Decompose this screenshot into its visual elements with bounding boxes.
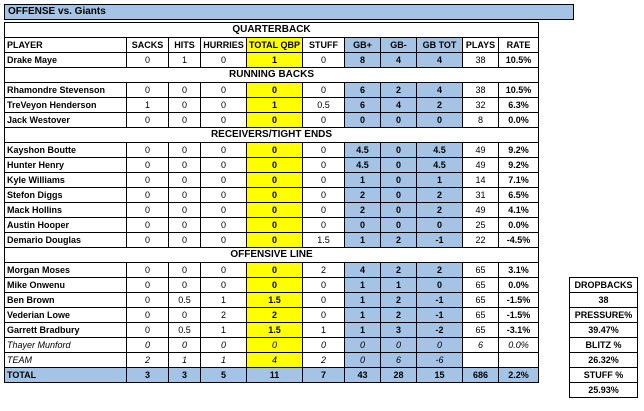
stat-cell-gbm: 0: [381, 338, 417, 353]
section-label: RUNNING BACKS: [5, 68, 539, 83]
stat-cell-gbp: 0: [345, 113, 381, 128]
table-row: [5, 188, 539, 203]
column-header: HITS: [169, 38, 201, 53]
stat-cell-gbt: 4.5: [417, 158, 463, 173]
stat-cell-gbm: 4: [381, 53, 417, 68]
stat-cell-rate: 0.0%: [499, 218, 539, 233]
stat-cell-sacks: 2: [127, 353, 169, 368]
side-row: [570, 383, 638, 398]
player-name: Mike Onwenu: [5, 278, 127, 293]
stat-cell-stuff: 2: [303, 263, 345, 278]
table-row: [5, 173, 539, 188]
total-cell-sacks: 3: [127, 368, 169, 383]
stat-cell-sacks: 0: [127, 218, 169, 233]
stat-cell-qbp: 0: [247, 173, 303, 188]
stat-cell-gbt: 4: [417, 53, 463, 68]
player-name: Garrett Bradbury: [5, 323, 127, 338]
stat-cell-stuff: 0: [303, 113, 345, 128]
stat-cell-rate: 0.0%: [499, 113, 539, 128]
stat-cell-hits: 0: [169, 308, 201, 323]
stat-cell-qbp: 1: [247, 98, 303, 113]
stat-cell-gbp: 2: [345, 203, 381, 218]
side-row: [570, 293, 638, 308]
table-row: [5, 233, 539, 248]
stat-cell-gbp: 0: [345, 338, 381, 353]
column-header: GB+: [345, 38, 381, 53]
stat-cell-hits: 0: [169, 218, 201, 233]
stat-cell-gbt: -1: [417, 233, 463, 248]
column-header: TOTAL QBP: [247, 38, 303, 53]
side-stat-cell: 39.47%: [570, 323, 638, 338]
stat-cell-qbp: 0: [247, 158, 303, 173]
stat-cell-sacks: 0: [127, 188, 169, 203]
stat-cell-gbt: -1: [417, 293, 463, 308]
column-header: STUFF: [303, 38, 345, 53]
player-name: Kyle Williams: [5, 173, 127, 188]
stat-cell-gbt: 4: [417, 83, 463, 98]
stat-cell-hits: 0: [169, 338, 201, 353]
stat-cell-plays: 25: [463, 218, 499, 233]
table-row: [5, 53, 539, 68]
stat-cell-sacks: 0: [127, 233, 169, 248]
stat-cell-gbt: 2: [417, 188, 463, 203]
stat-cell-stuff: 0: [303, 188, 345, 203]
stat-cell-rate: 3.1%: [499, 263, 539, 278]
side-stat-cell: 38: [570, 293, 638, 308]
player-name: TreVeyon Henderson: [5, 98, 127, 113]
stat-cell-gbt: 1: [417, 173, 463, 188]
stat-cell-qbp: 0: [247, 338, 303, 353]
column-header: PLAYER: [5, 38, 127, 53]
stat-cell-hits: 0: [169, 188, 201, 203]
stat-cell-gbp: 6: [345, 98, 381, 113]
stat-cell-gbp: 1: [345, 233, 381, 248]
stat-cell-hits: 0: [169, 203, 201, 218]
stat-cell-sacks: 1: [127, 98, 169, 113]
stat-cell-stuff: 0: [303, 53, 345, 68]
table-row: [5, 278, 539, 293]
side-summary-table: [569, 277, 638, 398]
stat-cell-stuff: 0: [303, 143, 345, 158]
side-stat-cell: 26.32%: [570, 353, 638, 368]
stat-cell-hurries: 0: [201, 83, 247, 98]
stat-cell-rate: 9.2%: [499, 143, 539, 158]
stat-cell-gbm: 0: [381, 158, 417, 173]
stat-cell-rate: 7.1%: [499, 173, 539, 188]
stat-cell-gbm: 0: [381, 173, 417, 188]
stat-cell-sacks: 0: [127, 293, 169, 308]
stat-cell-stuff: 0: [303, 308, 345, 323]
stat-cell-gbm: 0: [381, 218, 417, 233]
stat-cell-gbt: 0: [417, 278, 463, 293]
stat-cell-qbp: 0: [247, 278, 303, 293]
stat-cell-hurries: 0: [201, 113, 247, 128]
table-row: [5, 263, 539, 278]
player-name: Stefon Diggs: [5, 188, 127, 203]
stat-cell-hits: 0: [169, 263, 201, 278]
side-stat-cell: BLITZ %: [570, 338, 638, 353]
total-cell-stuff: 7: [303, 368, 345, 383]
stat-cell-stuff: 0: [303, 173, 345, 188]
stat-cell-rate: 0.0%: [499, 338, 539, 353]
table-row: [5, 338, 539, 353]
stat-cell-hurries: 1: [201, 293, 247, 308]
stat-cell-gbp: 1: [345, 293, 381, 308]
table-row: [5, 293, 539, 308]
stat-cell-plays: 49: [463, 203, 499, 218]
stat-cell-stuff: 2: [303, 353, 345, 368]
stat-cell-hurries: 0: [201, 218, 247, 233]
stat-cell-stuff: 0: [303, 338, 345, 353]
total-cell-rate: 2.2%: [499, 368, 539, 383]
stat-cell-gbm: 3: [381, 323, 417, 338]
stat-cell-hurries: 0: [201, 98, 247, 113]
section-label: QUARTERBACK: [5, 23, 539, 38]
stat-cell-rate: 4.1%: [499, 203, 539, 218]
player-name: Rhamondre Stevenson: [5, 83, 127, 98]
stat-cell-rate: -1.5%: [499, 308, 539, 323]
stat-cell-plays: 6: [463, 338, 499, 353]
stat-cell-sacks: 0: [127, 338, 169, 353]
stat-cell-gbp: 4.5: [345, 158, 381, 173]
stat-cell-gbp: 2: [345, 188, 381, 203]
stat-cell-hits: 0: [169, 143, 201, 158]
stat-cell-hurries: 0: [201, 158, 247, 173]
stat-cell-rate: 6.3%: [499, 98, 539, 113]
stat-cell-rate: 9.2%: [499, 158, 539, 173]
total-cell-gbt: 15: [417, 368, 463, 383]
stat-cell-gbm: 2: [381, 83, 417, 98]
stat-cell-gbm: 2: [381, 293, 417, 308]
stat-cell-stuff: 1: [303, 323, 345, 338]
stat-cell-hits: 0: [169, 158, 201, 173]
stat-cell-hits: 0: [169, 233, 201, 248]
player-name: Morgan Moses: [5, 263, 127, 278]
player-name: Vederian Lowe: [5, 308, 127, 323]
stat-cell-plays: 49: [463, 158, 499, 173]
side-stat-cell: PRESSURE%: [570, 308, 638, 323]
stat-cell-gbp: 4: [345, 263, 381, 278]
stat-cell-plays: 8: [463, 113, 499, 128]
stat-cell-stuff: 0: [303, 83, 345, 98]
table-row: [5, 143, 539, 158]
stat-cell-stuff: 0: [303, 158, 345, 173]
stat-cell-gbm: 0: [381, 143, 417, 158]
stat-cell-sacks: 0: [127, 53, 169, 68]
stat-cell-hits: 0.5: [169, 323, 201, 338]
stat-cell-plays: 14: [463, 173, 499, 188]
total-cell-plays: 686: [463, 368, 499, 383]
stat-cell-gbp: 1: [345, 278, 381, 293]
table-row: [5, 218, 539, 233]
stat-cell-qbp: 0: [247, 113, 303, 128]
stat-cell-gbm: 0: [381, 188, 417, 203]
stat-cell-hits: 0: [169, 98, 201, 113]
total-label: TOTAL: [5, 368, 127, 383]
total-cell-gbm: 28: [381, 368, 417, 383]
stat-cell-hurries: 1: [201, 323, 247, 338]
stat-cell-plays: [463, 353, 499, 368]
stat-cell-gbt: -2: [417, 323, 463, 338]
section-label: OFFENSIVE LINE: [5, 248, 539, 263]
total-row: [5, 368, 539, 383]
column-header: RATE: [499, 38, 539, 53]
total-cell-hits: 3: [169, 368, 201, 383]
stat-cell-stuff: 0: [303, 203, 345, 218]
stat-cell-stuff: 0: [303, 218, 345, 233]
player-name: Kayshon Boutte: [5, 143, 127, 158]
stat-cell-sacks: 0: [127, 113, 169, 128]
stat-cell-stuff: 0: [303, 293, 345, 308]
stat-cell-hits: 0: [169, 113, 201, 128]
stat-cell-gbp: 6: [345, 83, 381, 98]
stat-cell-hurries: 0: [201, 173, 247, 188]
stat-cell-sacks: 0: [127, 323, 169, 338]
stat-cell-hits: 0: [169, 173, 201, 188]
stat-cell-qbp: 4: [247, 353, 303, 368]
stat-cell-qbp: 2: [247, 308, 303, 323]
stat-cell-gbm: 2: [381, 308, 417, 323]
stat-cell-rate: 0.0%: [499, 278, 539, 293]
column-header: GB TOT: [417, 38, 463, 53]
side-stat-cell: DROPBACKS: [570, 278, 638, 293]
stat-cell-rate: -3.1%: [499, 323, 539, 338]
column-header: HURRIES: [201, 38, 247, 53]
player-name: Ben Brown: [5, 293, 127, 308]
side-row: [570, 338, 638, 353]
stat-cell-stuff: 0.5: [303, 98, 345, 113]
total-cell-gbp: 43: [345, 368, 381, 383]
offense-stats-table: [4, 22, 539, 383]
stat-cell-gbt: 2: [417, 203, 463, 218]
side-row: [570, 278, 638, 293]
table-title: OFFENSE vs. Giants: [4, 4, 574, 20]
table-row: [5, 83, 539, 98]
total-cell-hurries: 5: [201, 368, 247, 383]
stat-cell-hurries: 0: [201, 143, 247, 158]
section-header-row: [5, 128, 539, 143]
stat-cell-plays: 65: [463, 293, 499, 308]
player-name: Jack Westover: [5, 113, 127, 128]
stat-cell-rate: -1.5%: [499, 293, 539, 308]
stat-cell-hits: 0.5: [169, 293, 201, 308]
stat-cell-qbp: 0: [247, 233, 303, 248]
table-row: [5, 113, 539, 128]
stat-cell-gbt: -6: [417, 353, 463, 368]
side-row: [570, 353, 638, 368]
stat-cell-sacks: 0: [127, 263, 169, 278]
column-header: GB-: [381, 38, 417, 53]
stat-cell-qbp: 0: [247, 188, 303, 203]
side-row: [570, 323, 638, 338]
section-header-row: [5, 248, 539, 263]
stat-cell-gbp: 1: [345, 323, 381, 338]
stat-cell-qbp: 0: [247, 83, 303, 98]
stat-cell-hits: 1: [169, 353, 201, 368]
stat-cell-gbp: 4.5: [345, 143, 381, 158]
stat-cell-gbt: 0: [417, 113, 463, 128]
stat-cell-gbp: 8: [345, 53, 381, 68]
stat-cell-qbp: 0: [247, 263, 303, 278]
stat-cell-rate: [499, 353, 539, 368]
stat-cell-hurries: 0: [201, 278, 247, 293]
stat-cell-qbp: 0: [247, 203, 303, 218]
stat-cell-hurries: 2: [201, 308, 247, 323]
stat-cell-sacks: 0: [127, 158, 169, 173]
player-name: Mack Hollins: [5, 203, 127, 218]
stat-cell-gbt: 0: [417, 218, 463, 233]
stat-cell-hurries: 0: [201, 188, 247, 203]
stat-cell-gbp: 1: [345, 308, 381, 323]
table-row: [5, 158, 539, 173]
stat-cell-gbm: 2: [381, 263, 417, 278]
player-name: Thayer Munford: [5, 338, 127, 353]
stat-cell-hurries: 0: [201, 338, 247, 353]
stat-cell-sacks: 0: [127, 143, 169, 158]
column-header: PLAYS: [463, 38, 499, 53]
stat-cell-plays: 65: [463, 308, 499, 323]
stat-cell-gbm: 4: [381, 98, 417, 113]
stat-cell-gbm: 2: [381, 233, 417, 248]
stat-cell-hurries: 0: [201, 53, 247, 68]
stat-cell-gbm: 0: [381, 203, 417, 218]
stat-cell-gbt: 4.5: [417, 143, 463, 158]
player-name: Demario Douglas: [5, 233, 127, 248]
stat-cell-gbm: 6: [381, 353, 417, 368]
stat-cell-plays: 65: [463, 278, 499, 293]
stat-cell-hurries: 1: [201, 353, 247, 368]
table-row: [5, 323, 539, 338]
stat-cell-qbp: 0: [247, 218, 303, 233]
stat-cell-plays: 38: [463, 83, 499, 98]
stat-cell-hits: 1: [169, 53, 201, 68]
stat-cell-gbm: 1: [381, 278, 417, 293]
section-header-row: [5, 23, 539, 38]
stat-cell-sacks: 0: [127, 203, 169, 218]
stat-cell-sacks: 0: [127, 173, 169, 188]
side-stat-cell: STUFF %: [570, 368, 638, 383]
stat-cell-hits: 0: [169, 278, 201, 293]
stat-cell-sacks: 0: [127, 278, 169, 293]
stat-cell-rate: 6.5%: [499, 188, 539, 203]
stat-cell-gbt: -1: [417, 308, 463, 323]
stat-cell-hurries: 0: [201, 203, 247, 218]
stat-cell-rate: 10.5%: [499, 83, 539, 98]
stat-cell-hurries: 0: [201, 233, 247, 248]
stat-cell-gbm: 0: [381, 113, 417, 128]
stat-cell-rate: 10.5%: [499, 53, 539, 68]
stat-cell-gbp: 1: [345, 173, 381, 188]
stat-cell-rate: -4.5%: [499, 233, 539, 248]
stat-cell-gbt: 2: [417, 263, 463, 278]
column-header-row: [5, 38, 539, 53]
player-name: TEAM: [5, 353, 127, 368]
table-row: [5, 308, 539, 323]
stat-cell-sacks: 0: [127, 308, 169, 323]
section-header-row: [5, 68, 539, 83]
stat-cell-sacks: 0: [127, 83, 169, 98]
stat-cell-qbp: 0: [247, 143, 303, 158]
stat-cell-plays: 38: [463, 53, 499, 68]
stat-cell-gbp: 0: [345, 353, 381, 368]
stat-cell-qbp: 1: [247, 53, 303, 68]
stat-cell-gbt: 0: [417, 338, 463, 353]
stat-cell-qbp: 1.5: [247, 323, 303, 338]
table-row: [5, 353, 539, 368]
stat-cell-hurries: 0: [201, 263, 247, 278]
total-cell-qbp: 11: [247, 368, 303, 383]
section-label: RECEIVERS/TIGHT ENDS: [5, 128, 539, 143]
column-header: SACKS: [127, 38, 169, 53]
stat-cell-plays: 31: [463, 188, 499, 203]
stat-cell-stuff: 1.5: [303, 233, 345, 248]
side-stat-cell: 25.93%: [570, 383, 638, 398]
stat-cell-stuff: 0: [303, 278, 345, 293]
player-name: Austin Hooper: [5, 218, 127, 233]
stat-cell-hits: 0: [169, 83, 201, 98]
side-row: [570, 368, 638, 383]
stat-cell-gbt: 2: [417, 98, 463, 113]
stat-cell-plays: 65: [463, 263, 499, 278]
stat-cell-gbp: 0: [345, 218, 381, 233]
stat-cell-plays: 49: [463, 143, 499, 158]
stat-cell-plays: 22: [463, 233, 499, 248]
table-row: [5, 203, 539, 218]
table-row: [5, 98, 539, 113]
player-name: Hunter Henry: [5, 158, 127, 173]
player-name: Drake Maye: [5, 53, 127, 68]
stat-cell-plays: 65: [463, 323, 499, 338]
stat-cell-qbp: 1.5: [247, 293, 303, 308]
stat-cell-plays: 32: [463, 98, 499, 113]
side-row: [570, 308, 638, 323]
